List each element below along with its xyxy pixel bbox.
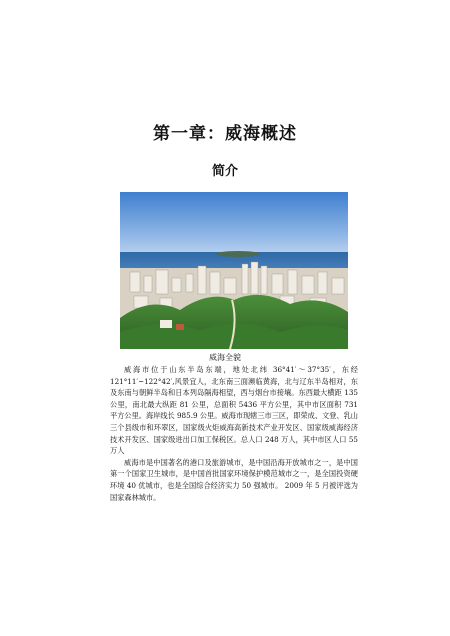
paragraph: 威海市是中国著名的港口及旅游城市，是中国沿海开放城市之一，是中国第一个国家卫生城市，是中国首批国家环境保护模范城市之一，是全国投资硬环境 40 优城市，也是全国综合经济实力 50 强城市。 2009 年 5 月被评选为国家森林城市。 [110,457,358,502]
figure-caption: 威海全貌 [209,353,241,362]
body-text [110,364,358,503]
city-panorama-photo [120,192,348,349]
paragraph: 威海市位于山东半岛东端，地处北纬 36°41′～37°35′，东经 121°11′~122°42′,风景宜人，北东南三面濒临黄海，北与辽东半岛相对，东及东南与朝鲜半岛和日本列岛隔海相望，西与烟台市接壤。东西最大横距 135 公里，南北最大纵距 81 公里，总面积 5436 平方公里，其中市区面积 731 平方公里。海岸线长 985.9 公里。威海市现辖三市三区，即荣成、文登、乳山三个县级市和环翠区，国家级火炬威海高新技术产业开发区、国家级威海经济技术开发区、国家级进出口加工保税区。总人口 248 万人，其中市区人口 55 万人 [110,365,358,456]
chapter-title: 第一章：威海概述 [153,124,297,144]
section-title: 简介 [211,164,238,179]
